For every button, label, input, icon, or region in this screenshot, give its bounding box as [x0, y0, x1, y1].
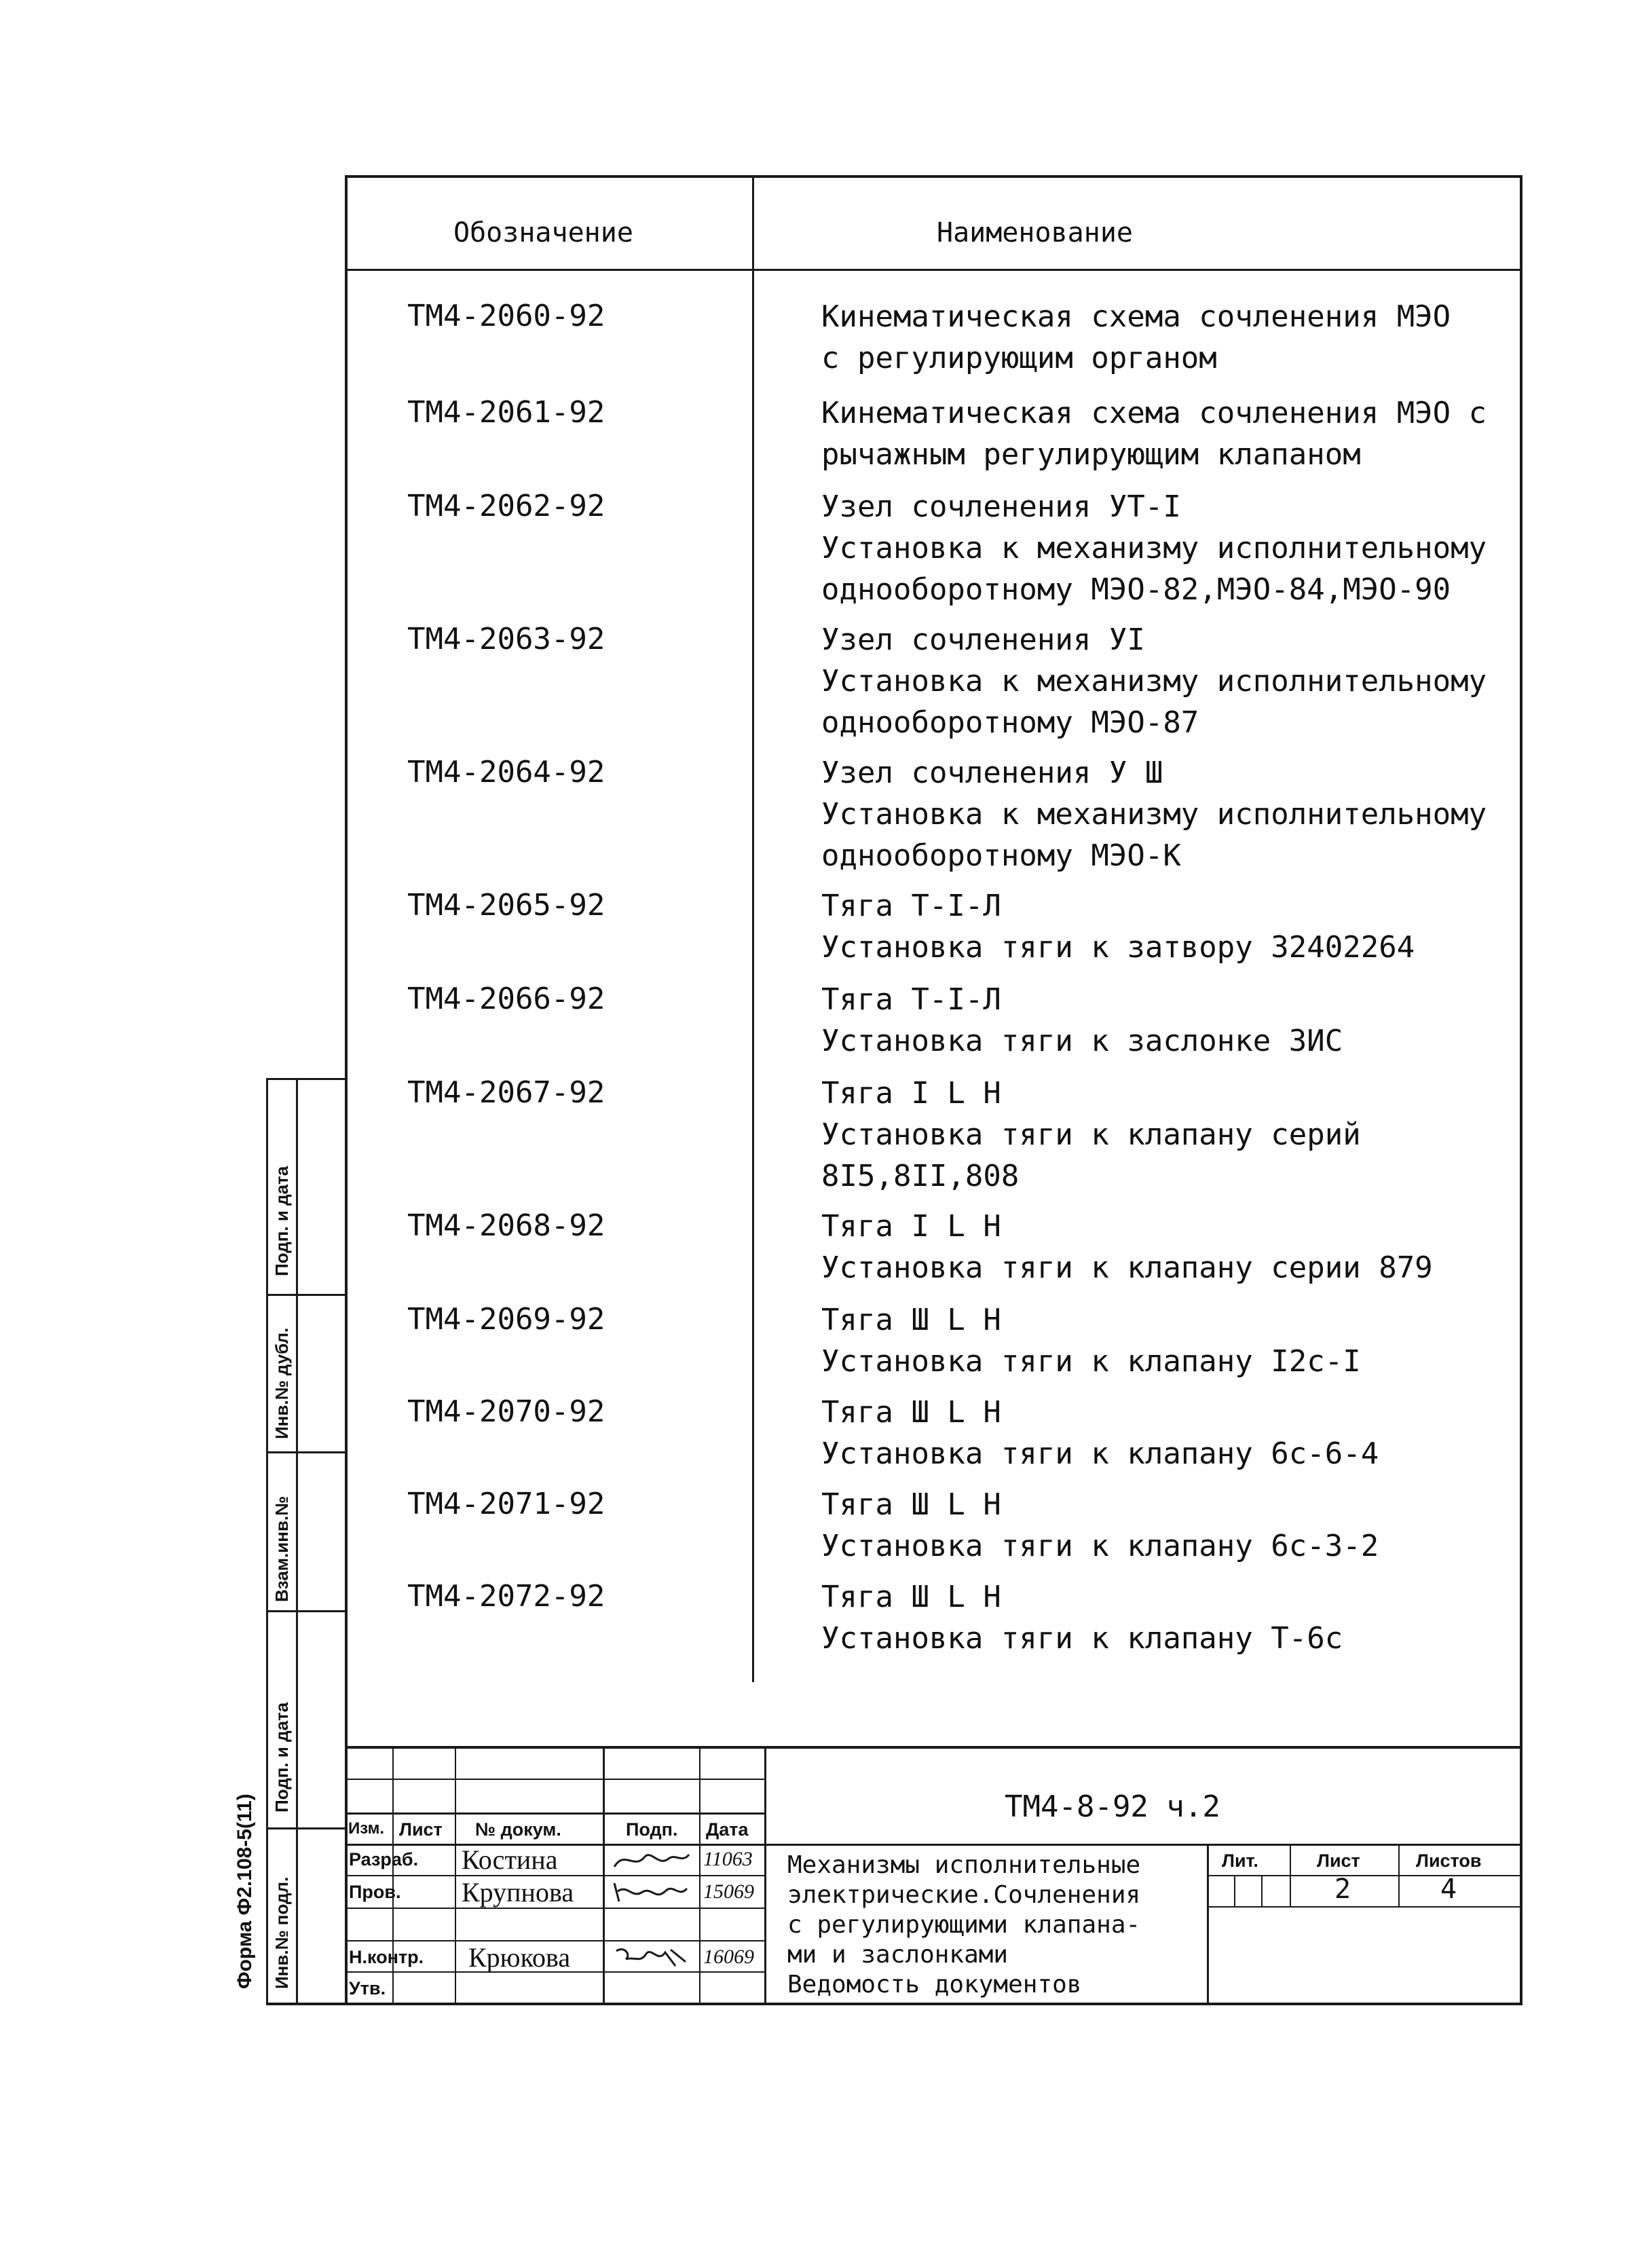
sheets-value: 4 — [1440, 1874, 1457, 1905]
role-approved: Утв. — [349, 1978, 386, 1999]
signature-checker — [611, 1878, 692, 1905]
row-name-line: Установка тяги к затвору 32402264 — [821, 930, 1415, 965]
row-name-line: Тяга Ш L H — [821, 1395, 1001, 1430]
signature-developer — [611, 1846, 692, 1874]
tb-lit-line — [1207, 1875, 1522, 1876]
row-code: ТМ4-2060-92 — [407, 299, 605, 333]
row-name-line: Кинематическая схема сочленения МЭО — [821, 299, 1451, 334]
col-doc: № докум. — [475, 1819, 561, 1840]
row-name-line: Установка к механизму исполнительному — [821, 664, 1487, 699]
col-sign: Подп. — [626, 1819, 678, 1840]
tb-col-7 — [1290, 1844, 1291, 1906]
row-name — [821, 486, 1487, 610]
lit-label: Лит. — [1222, 1851, 1258, 1871]
frame-top — [345, 175, 1522, 178]
side-label-dup-inv: Инв.№ дубл. — [272, 1327, 292, 1439]
header-name: Наименование — [937, 217, 1133, 248]
col-change: Изм. — [348, 1819, 385, 1838]
row-name — [821, 1299, 1459, 1382]
col-date: Дата — [706, 1819, 749, 1840]
tb-col-6 — [1207, 1844, 1209, 2004]
row-code: ТМ4-2072-92 — [407, 1579, 605, 1614]
row-name-line: Установка тяги к клапану серий — [821, 1117, 1361, 1152]
row-name-line: Установка к механизму исполнительному — [821, 531, 1487, 565]
side-stamp-sep-2 — [266, 1451, 346, 1453]
row-name-line: однооборотному МЭО-К — [821, 838, 1181, 873]
tb-col-4 — [699, 1746, 700, 2004]
row-name-line: Установка тяги к клапану Т-6с — [821, 1621, 1343, 1656]
row-name — [821, 1073, 1459, 1197]
tb-col-3 — [603, 1746, 605, 2004]
row-name — [821, 885, 1459, 968]
row-name-line: Кинематическая схема сочленения МЭО с — [821, 396, 1487, 430]
header-designation: Обозначение — [453, 217, 633, 248]
row-code: ТМ4-2061-92 — [407, 395, 605, 430]
form-number: Форма Ф2.108-5(11) — [233, 1793, 256, 1989]
tb-lit-sub-1 — [1234, 1875, 1235, 1906]
row-code: ТМ4-2063-92 — [407, 622, 605, 656]
row-name — [821, 296, 1459, 379]
side-label-orig-inv: Инв.№ подл. — [272, 1876, 292, 1989]
row-name-line: Тяга Т-I-Л — [821, 982, 1001, 1017]
row-code: ТМ4-2062-92 — [407, 489, 605, 523]
description-line: с регулирующими клапана- — [787, 1911, 1141, 1939]
role-norm-control: Н.контр. — [349, 1947, 424, 1967]
row-name-line: Тяга Ш L H — [821, 1303, 1001, 1337]
row-name — [821, 1576, 1459, 1659]
tb-lit-bottom — [1207, 1906, 1522, 1908]
row-name-line: Тяга I L H — [821, 1209, 1001, 1244]
row-code: ТМ4-2068-92 — [407, 1208, 605, 1243]
date-norm-control: 16069 — [703, 1946, 754, 1968]
side-stamp-sep-1 — [266, 1294, 346, 1296]
row-code: ТМ4-2064-92 — [407, 755, 605, 789]
row-name-line: Установка тяги к клапану 6с-6-4 — [821, 1436, 1379, 1471]
tb-line-2 — [345, 1779, 766, 1780]
row-name — [821, 1392, 1459, 1474]
row-name-line: однооборотному МЭО-87 — [821, 705, 1199, 740]
row-name-line: Установка тяги к заслонке ЗИС — [821, 1024, 1343, 1058]
row-code: ТМ4-2065-92 — [407, 888, 605, 923]
row-code: ТМ4-2066-92 — [407, 982, 605, 1016]
row-name — [821, 619, 1487, 743]
side-stamp-mid — [296, 1078, 298, 2005]
side-stamp-sep-4 — [266, 1827, 346, 1829]
role-developer: Разраб. — [349, 1849, 419, 1870]
row-name-line: Тяга Ш L H — [821, 1487, 1001, 1522]
row-name-line: рычажным регулирующим клапаном — [821, 437, 1361, 472]
sheet-label: Лист — [1317, 1851, 1360, 1871]
sheet-value: 2 — [1334, 1874, 1351, 1905]
row-name-line: Тяга Ш L H — [821, 1580, 1001, 1614]
column-divider — [752, 175, 754, 1682]
row-name-line: Установка тяги к клапану серии 879 — [821, 1250, 1433, 1285]
row-name — [821, 979, 1459, 1062]
description-line: ми и заслонками — [787, 1941, 1009, 1969]
row-name-line: Тяга I L H — [821, 1076, 1001, 1111]
date-developer: 11063 — [703, 1848, 753, 1870]
row-name-line: однооборотному МЭО-82,МЭО-84,МЭО-90 — [821, 572, 1451, 607]
sheets-label: Листов — [1416, 1851, 1482, 1871]
tb-col-5 — [764, 1746, 766, 2004]
side-label-replace-inv: Взам.инв.№ — [272, 1495, 292, 1602]
side-stamp-top — [266, 1078, 346, 1080]
row-name-line: Узел сочленения У Ш — [821, 756, 1163, 790]
doc-number: ТМ4-8-92 ч.2 — [1005, 1789, 1220, 1824]
side-label-sign-date-2: Подп. и дата — [272, 1702, 292, 1812]
row-name-line: с регулирующим органом — [821, 341, 1217, 375]
row-code: ТМ4-2070-92 — [407, 1394, 605, 1429]
frame-left — [345, 175, 348, 2005]
row-name-line: Установка тяги к клапану I2с-I — [821, 1344, 1361, 1379]
signature-norm-control — [611, 1943, 692, 1970]
row-name-line: Узел сочленения УТ-I — [821, 489, 1181, 524]
row-name — [821, 752, 1487, 876]
row-name — [821, 392, 1487, 475]
tb-col-8 — [1398, 1844, 1400, 1906]
header-divider — [345, 269, 1522, 271]
row-code: ТМ4-2071-92 — [407, 1487, 605, 1521]
row-name-line: Тяга Т-I-Л — [821, 889, 1001, 923]
tb-lit-sub-2 — [1261, 1875, 1263, 1906]
name-norm-control: Крюкова — [468, 1942, 571, 1973]
date-checker: 15069 — [703, 1880, 754, 1903]
row-name-line: Установка к механизму исполнительному — [821, 797, 1487, 832]
name-developer: Костина — [462, 1844, 558, 1875]
tb-top — [345, 1746, 1522, 1749]
row-code: ТМ4-2069-92 — [407, 1302, 605, 1337]
row-code: ТМ4-2067-92 — [407, 1075, 605, 1110]
side-stamp-outer-left — [266, 1078, 268, 2005]
side-stamp-sep-3 — [266, 1610, 346, 1612]
frame-right — [1520, 175, 1522, 2005]
tb-col-2 — [455, 1746, 456, 2004]
row-name-line: 8I5,8II,808 — [821, 1159, 1020, 1193]
name-checker: Крупнова — [462, 1877, 574, 1908]
row-name — [821, 1206, 1459, 1288]
col-sheet: Лист — [399, 1819, 443, 1840]
description-line: Механизмы исполнительные — [787, 1851, 1141, 1879]
row-name — [821, 1484, 1459, 1567]
row-name-line: Узел сочленения УI — [821, 622, 1145, 657]
role-checker: Пров. — [349, 1882, 401, 1902]
doc-description — [787, 1851, 1140, 2000]
description-line: электрические.Сочленения — [787, 1881, 1141, 1909]
description-line: Ведомость документов — [787, 1971, 1082, 1999]
row-name-line: Установка тяги к клапану 6с-3-2 — [821, 1529, 1379, 1563]
tb-line-3 — [345, 1812, 766, 1815]
side-label-sign-date: Подп. и дата — [272, 1166, 292, 1276]
